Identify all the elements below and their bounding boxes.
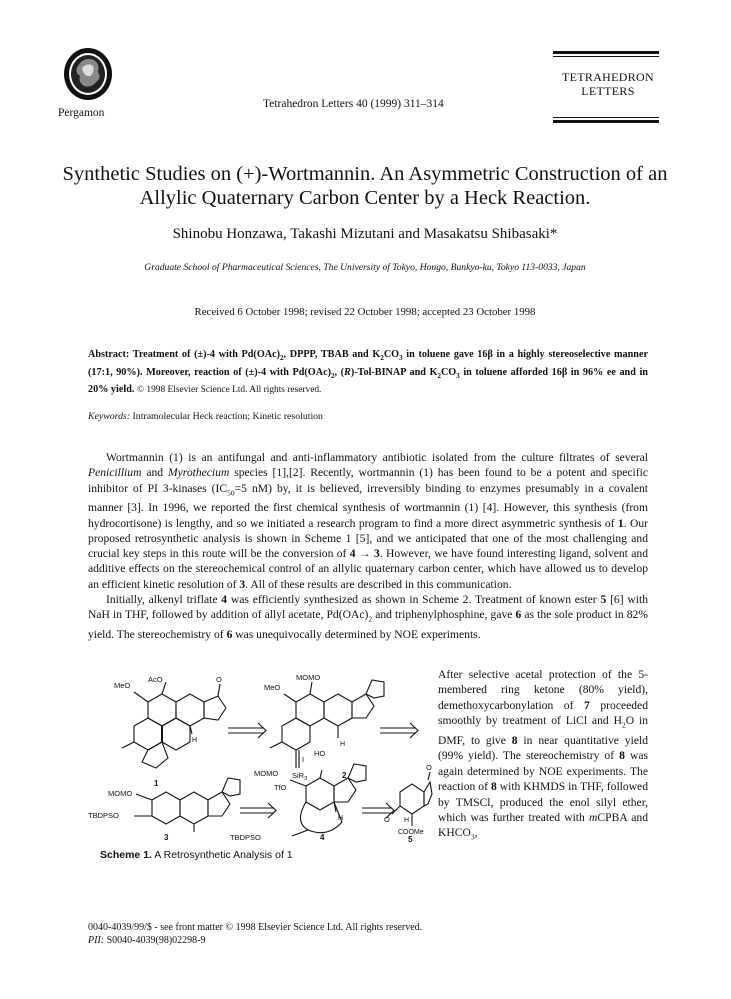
scheme-1-structures: [88, 672, 433, 842]
scheme-label-aco: AcO: [148, 675, 163, 684]
keywords-text: Intramolecular Heck reaction; Kinetic resolution: [130, 411, 323, 422]
paragraph-2: Initially, alkenyl triflate 4 was efficiently synthesized as shown in Scheme 2. Treatment of known ester 5 [6] with NaH in THF, followed by addition of allyl acetate, $Pd(OAc)_2$ and triphenylphosphine, gave 6 as the sole product in 82% yield. The stereochemistry of 6 was unequivocally determined by NOE experiments.: [88, 592, 648, 641]
right-column-text: After selective acetal protection of the 5-membered ring ketone (80% yield), demethoxycarbonylation of 7 proceeded smoothly by treatment of LiCl and $H_2O$ in DMF, to give 8 in near quantitative yield (99% yield). The stereochemistry of 8 was again determined by NOE experiments. The reaction of 8 with KHMDS in THF, followed by TMSCl, produced the enol silyl ether, which was further treated with mCPBA and $KHCO_3$,: [438, 668, 649, 842]
journal-name-line2: LETTERS: [581, 84, 635, 98]
abstract: Abstract: Treatment of (±)-4 with $Pd(OAc)_2$, DPPP, TBAB and $K_2CO_3$ in toluene gave 16β in a highly stereoselective manner (17:1, 90%). Moreover, reaction of (±)-4 with $Pd(OAc)_2$, (R)-Tol-BINAP and $K_2CO_3$ in toluene afforded 16β in 96% ee and in 20% yield. © 1998 Elsevier Science Ltd. All rights reserved.: [88, 349, 648, 396]
scheme-label-h2: H: [340, 741, 346, 748]
scheme-label-o5: O: [426, 763, 432, 772]
scheme-label-i: I: [302, 755, 305, 764]
journal-name-line1: TETRAHEDRON: [562, 70, 654, 84]
scheme-label-c1: 1: [154, 779, 159, 788]
footer: [88, 921, 422, 947]
scheme-label-c3: 3: [164, 833, 169, 842]
scheme-label-h5: H: [404, 817, 410, 824]
scheme-label-c2: 2: [342, 771, 347, 780]
scheme-label-meo2: MeO: [264, 683, 281, 692]
journal-citation: Tetrahedron Letters 40 (1999) 311–314: [263, 98, 444, 110]
scheme-label-momo2: MOMO: [108, 789, 133, 798]
abstract-copyright: © 1998 Elsevier Science Ltd. All rights reserved.: [136, 385, 322, 396]
scheme-caption-label: Scheme 1.: [100, 849, 152, 861]
header-rule-top-1: [553, 51, 659, 54]
article-title-line1: Synthetic Studies on (+)-Wortmannin. An Asymmetric Construction of an: [62, 163, 668, 185]
structure-compound-5: [392, 772, 432, 826]
scheme-caption-text: A Retrosynthetic Analysis of 1: [154, 849, 293, 861]
journal-name: [560, 70, 656, 98]
scheme-label-meo1: MeO: [114, 681, 131, 690]
article-title-line2: Allylic Quaternary Carbon Center by a Heck Reaction.: [139, 187, 591, 209]
structure-compound-1: [122, 682, 226, 768]
retro-arrow-2: [380, 723, 418, 738]
article-title: [60, 162, 670, 210]
abstract-label: Abstract:: [88, 349, 130, 360]
scheme-label-o5b: O: [384, 815, 390, 824]
structure-compound-2: [270, 680, 384, 768]
received-dates: Received 6 October 1998; revised 22 October 1998; accepted 23 October 1998: [194, 306, 536, 318]
header-rule-bottom-2: [553, 120, 659, 123]
scheme-label-c5: 5: [408, 835, 413, 842]
header-rule-bottom-1: [553, 117, 659, 118]
scheme-label-momo1: MOMO: [296, 673, 321, 682]
authors: Shinobu Honzawa, Takashi Mizutani and Masakatsu Shibasaki*: [172, 226, 558, 242]
scheme-label-momo3: MOMO: [254, 769, 279, 778]
header-rule-top-2: [553, 56, 659, 57]
footer-pii: PII: S0040-4039(98)02298-9: [88, 935, 206, 946]
retro-arrow-3: [240, 803, 276, 818]
scheme-label-h4: H: [338, 815, 344, 822]
scheme-label-coome: COOMe: [398, 829, 424, 836]
scheme-label-ho: HO: [314, 749, 326, 758]
scheme-label-o1: O: [216, 675, 222, 684]
keywords: [88, 411, 648, 422]
structure-compound-3: [134, 778, 240, 832]
scheme-label-tbdpso2: TBDPSO: [230, 833, 261, 842]
scheme-label-h1: H: [192, 737, 198, 744]
affiliation: Graduate School of Pharmaceutical Sciences, The University of Tokyo, Hongo, Bunkyo-ku, Tokyo 113-0033, Japan: [144, 262, 586, 273]
body-text: [88, 450, 648, 642]
retro-arrow-1: [228, 723, 266, 738]
publisher-name: Pergamon: [58, 107, 105, 119]
paragraph-1: Wortmannin (1) is an antifungal and anti-inflammatory antibiotic isolated from the culture filtrates of several Penicillium and Myrothecium species [1],[2]. Recently, wortmannin (1) has been found to be a potent and specific inhibitor of PI 3-kinases ($IC_{50}=5$ nM) by, it is believed, irreversibly binding to enzymes presumably in a covalent manner [3]. In 1996, we reported the first chemical synthesis of wortmannin (1) [4]. However, this synthesis (from hydrocortisone) is lengthy, and so we initiated a research program to find a more direct asymmetric synthesis of 1. Our proposed retrosynthetic analysis is shown in Scheme 1 [5], and we anticipated that one of the most challenging and crucial key steps in this route will be the conversion of 4 → 3. However, we have found interesting ligand, solvent and additive effects on the stereochemical control of an allylic quaternary carbon center, which have allowed us to develop an efficient kinetic resolution of 3. All of these results are described in this communication.: [88, 451, 649, 591]
scheme-label-sir3: SiR$_3$: [292, 771, 308, 782]
footer-copyright: 0040-4039/99/$ - see front matter © 1998 Elsevier Science Ltd. All rights reserved.: [88, 922, 423, 933]
scheme-label-tfo: TfO: [274, 783, 287, 792]
keywords-label: Keywords:: [88, 411, 131, 422]
pergamon-logo: [62, 46, 114, 102]
scheme-label-tbdpso1: TBDPSO: [88, 811, 119, 820]
scheme-caption: [100, 849, 293, 861]
scheme-label-c4: 4: [320, 833, 325, 842]
